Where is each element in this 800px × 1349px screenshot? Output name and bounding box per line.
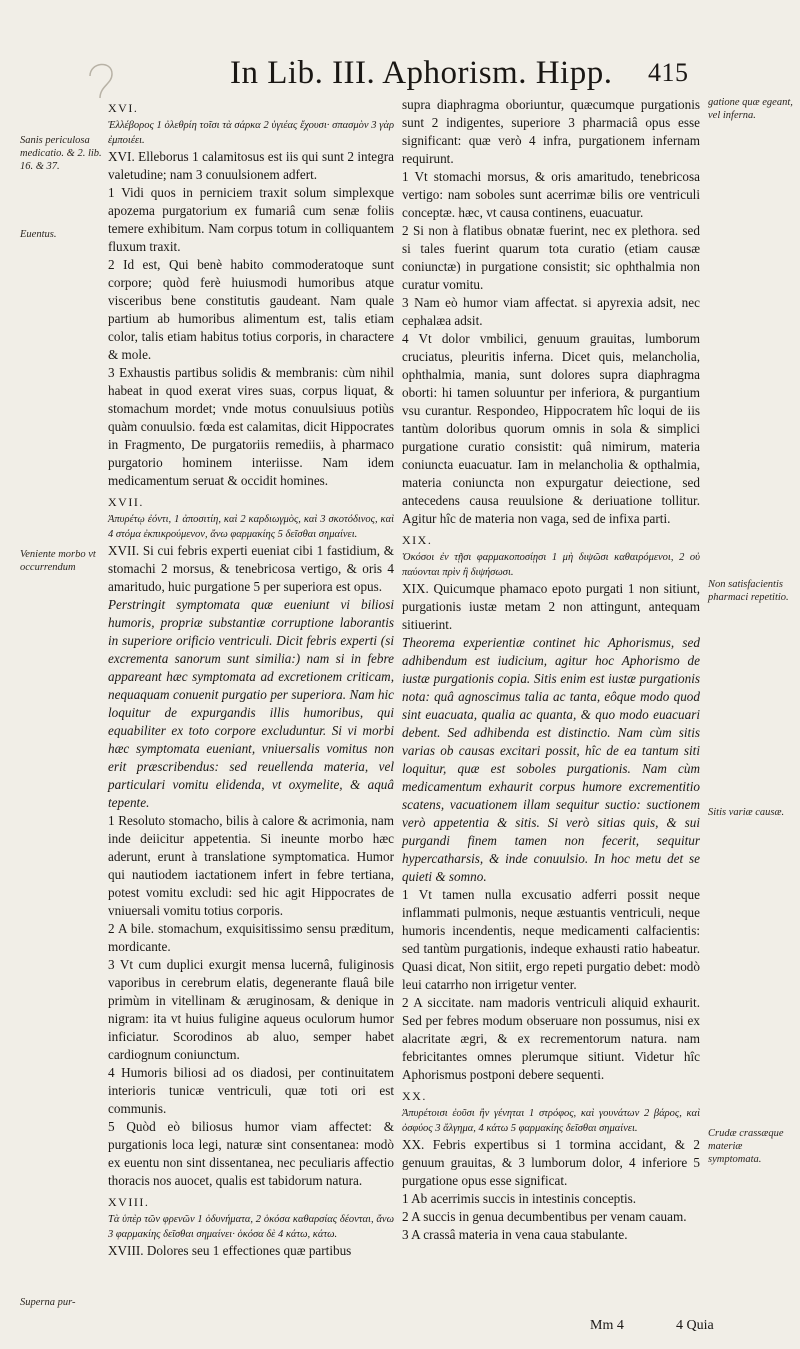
text-paragraph: 2 A bile. stomachum, exquisitissimo sensu præditum, mordicante. bbox=[108, 921, 394, 954]
text-paragraph: 1 Resoluto stomacho, bilis à calore & acrimonia, nam inde deiicitur appetentia. Si ineunte morbo hæc aderunt, erunt à translatione symptomatica. Humor qui nautiodem iactationem infert in febre tertiana, potest vomitu excludi: sed hic agit Hippocrates de vniuersali vomitu totius corporis. bbox=[108, 813, 394, 918]
aphorism-number: XVII. bbox=[108, 495, 144, 509]
aphorism-number: XX. bbox=[402, 1089, 427, 1103]
text-paragraph: XVI. Elleborus 1 calamitosus est iis qui sunt 2 integra valetudine; nam 3 conuulsionem adfert. bbox=[108, 149, 394, 182]
commentary-paragraph: Theorema experientiæ continet hic Aphorismus, sed adhibendum est iudicium, agitur hoc Aphorismo de iustæ purgationis copia. Sitis enim est iustæ purgationis nota: quâ agnoscimus talia ac tanta, eôque modo quod sint euacuata, qualia ac quanta, & quo modo euacuari debent. Sed adhibenda est distinctio. Nam cùm sitis varias ob causas excitari possit, hîc de ea tantum siti loquitur, quæ est soboles purgationis. Nam cùm medicamentum exhaurit corpus humore excrementitio scatens, vacuationem illam sequitur suctio: suctionem verò appetentia & sitis. Si verò sitias quis, & sui purgandi finem tamen non fecerit, sequitur hypercatharsis, & inde conuulsio. In hoc metu det se quieti & somno. bbox=[402, 635, 700, 884]
text-paragraph: 2 A succis in genua decumbentibus per venam cauam. bbox=[402, 1209, 687, 1224]
margin-note-right: Sitis variæ causæ. bbox=[708, 807, 785, 818]
text-paragraph: 3 Vt cum duplici exurgit mensa lucernâ, fuliginosis vaporibus in cerebrum elatis, degenerante flauâ bile primùm in vitellinam & æruginosam, & denique in nigram: ita vt huius fuligine aqueus oculorum humor inficiatur. Scorodinos ab aluo, semper habet cardiognum coniunctum. bbox=[108, 957, 394, 1062]
aphorism-number: XVI. bbox=[108, 101, 139, 115]
signature-mark: Mm 4 bbox=[590, 1318, 624, 1333]
text-paragraph: XIX. Quicumque phamaco epoto purgati 1 non sitiunt, purgationis iustæ metam 2 non attingunt, antequam sitiuerint. bbox=[402, 581, 700, 632]
text-paragraph: XVII. Si cui febris experti eueniat cibi 1 fastidium, & stomachi 2 morsus, & tenebricosa vertigo, & oris 4 amaritudo, huic purgatione 5 per superiora est opus. bbox=[108, 543, 394, 594]
page-footer bbox=[590, 1318, 790, 1340]
margin-note-right: gatione quæ egeant, vel inferna. bbox=[708, 97, 793, 121]
margin-note-left: Sanis periculosa medicatio. & 2. lib. 16. & 37. bbox=[20, 135, 102, 172]
header-title: In Lib. III. Aphorism. Hipp. bbox=[230, 55, 613, 91]
text-paragraph: XX. Febris expertibus si 1 tormina accidant, & 2 genuum grauitas, & 3 lumborum dolor, 4 inferiore 5 purgatione opus esse significat. bbox=[402, 1137, 700, 1188]
commentary-paragraph: Perstringit symptomata quæ eueniunt vi biliosi humoris, propriæ substantiæ corruptione laborantis in superiore orificio ventriculi. Dicit febris experti (si excrementa sanorum sunt similia:) nam si in febre appareant hæc symptomata ad excretionem criticam, nequaquam conuenit purgatio per superiora. Nam hic loquitur de expurgandis illis humoribus, qui equabiliter ex toto corpore excluduntur. Si vi morbi hæc symptomata eueniant, vniuersalis vomitus non erit præscribendus: sed reuellenda materia, vel particulari vomitu elidenda, vt oxymelite, & aquâ tepente. bbox=[108, 597, 394, 810]
text-paragraph: 1 Vidi quos in perniciem traxit solum simplexque apozema purgatorium ex fumariâ cum senæ foliis temere exhibitum. Nam corpus totum in colliquantem fluxum traxit. bbox=[108, 185, 394, 254]
catchword: 4 Quia bbox=[676, 1318, 714, 1333]
text-paragraph: 1 Vt stomachi morsus, & oris amaritudo, tenebricosa vertigo: nam soboles sunt acerrimæ bilis ore ventriculi conceptæ. hæc, vt causa continens, euacuatur. bbox=[402, 169, 700, 220]
aphorism-number: XIX. bbox=[402, 533, 433, 547]
text-paragraph: 3 Exhaustis partibus solidis & membranis: cùm nihil habeat in quod exerat vires suas, corpus liquat, & stomachum mordet; vnde motus conuulsiuus potiùs quàm conuulsio. fœda est calamitas, dicit Hippocrates in Fragmento, De purgatoriis remediis, à pharmaco purgatorio hominem interiisse. Nam idem medicamentum seruat & occidit homines. bbox=[108, 365, 394, 488]
text-paragraph: 4 Vt dolor vmbilici, genuum grauitas, lumborum cruciatus, pleuritis inferna. Dicet quis, melancholia, ophthalmia, mania, sunt dolores supra diaphragma oborti: hi tamen soluuntur per inferiora, & purgantium vsu curantur. Respondeo, Hippocratem hîc loqui de iis tantùm doloribus quorum omnis in sola & simplici purgatione curatio consistit: quâ nimirum, materia coniuncta euacuatur. Iam in melancholia & opthalmia, materia coniuncta non expurgatur deiectione, sed antecedens causa reuulsione & deriuatione tollitur. Agitur hîc de materia non vaga, sed de infixa parti. bbox=[402, 331, 700, 526]
text-paragraph: XVIII. Dolores seu 1 effectiones quæ partibus bbox=[108, 1243, 352, 1258]
left-text-column bbox=[108, 96, 394, 1260]
margin-note-left: Euentus. bbox=[20, 229, 57, 240]
text-paragraph: 2 A siccitate. nam madoris ventriculi aliquid exhaurit. Sed per febres modum obseruare non possumus, nisi ex alacritate ægri, & ex recrementorum natura. nam febricitantes omnes plerumque sitiunt. Videtur hîc Aphorismus postponi debere sequenti. bbox=[402, 995, 700, 1082]
text-paragraph: 2 Si non à flatibus obnatæ fuerint, nec ex plethora. sed si tales fuerint quarum tota curatio (etiam causæ coniunctæ) in purgatione consistit; sic ophthalmia non curatur vomitu. bbox=[402, 223, 700, 292]
greek-aphorism: Τὰ ὑπὲρ τῶν φρενῶν 1 ὀδυνήματα, 2 ὁκόσα καθαρσίας δέονται, ἄνω 3 φαρμακίης δεῖσθαι σημαίνει· ὁκόσα δὲ 4 κάτω, κάτω. bbox=[108, 1214, 394, 1240]
margin-note-right: Non satisfacientis pharmaci repetitio. bbox=[708, 579, 789, 603]
text-paragraph: 3 Nam eò humor viam affectat. si apyrexia adsit, nec cephalæa adsit. bbox=[402, 295, 700, 328]
text-paragraph: 1 Ab acerrimis succis in intestinis conceptis. bbox=[402, 1191, 637, 1206]
text-paragraph: 1 Vt tamen nulla excusatio adferri possit neque inflammati pulmonis, neque æstuantis ventriculi, neque humoris incendentis, neque medicamenti calfacientis: sed tantùm purgationis, indeque exhausti ratio habeatur. Quasi dicat, Non sitiit, ergo repeti purgatio debet: modò leui catarrho non irrigetur venter. bbox=[402, 887, 700, 992]
text-paragraph: 5 Quòd eò biliosus humor viam affectet: & purgationis loca legi, naturæ sint consentanea: modò ex euentu non sint dissentanea, nec peculiaris affectio thoracis nos auocet, qualis est tabidorum natura. bbox=[108, 1119, 394, 1188]
greek-aphorism: Ἐλλέβορος 1 ὀλεθρίη τοῖσι τὰ σάρκα 2 ὑγιέας ἔχουσι· σπασμὸν 3 γὰρ ἐμποιέει. bbox=[108, 120, 394, 146]
greek-aphorism: Ὁκόσοι ἐν τῇσι φαρμακοποσίῃσι 1 μὴ διψῶσι καθαιρόμενοι, 2 οὐ παύονται πρὶν ἢ διψήσωσι. bbox=[402, 552, 700, 578]
text-paragraph: 2 Id est, Qui benè habito commoderatoque sunt corpore; quòd ferè huiusmodi humoribus atque visceribus bene constitutis gaudeant. Nam quale partium ab humoribus alimentum est, talis etiam color, talis etiam habitus totius corporis, in charactere & mole. bbox=[108, 257, 394, 362]
greek-aphorism: Ἀπυρέτῳ ἐόντι, 1 ἀποσιτίη, καὶ 2 καρδιωγμὸς, καὶ 3 σκοτόδινος, καὶ 4 στόμα ἐκπικρούμενον, ἄνω φαρμακίης 5 δεῖσθαι σημαίνει. bbox=[108, 514, 394, 540]
right-text-column bbox=[402, 96, 700, 1244]
greek-aphorism: Ἀπυρέτοισι ἐοῦσι ἢν γένηται 1 στρόφος, καὶ γουνάτων 2 βάρος, καὶ ὀσφύος 3 ἄλγημα, 4 κάτω 5 φαρμακίης δεῖσθαι σημαίνει. bbox=[402, 1108, 700, 1134]
running-header bbox=[230, 55, 730, 95]
text-paragraph: 4 Humoris biliosi ad os diadosi, per continuitatem interioris tunicæ ventriculi, quæ toti ori est communis. bbox=[108, 1065, 394, 1116]
aphorism-number: XVIII. bbox=[108, 1195, 150, 1209]
text-paragraph: 3 A crassâ materia in vena caua stabulante. bbox=[402, 1227, 628, 1242]
page-number: 415 bbox=[648, 58, 689, 87]
margin-note-right: Crudæ crassæque materiæ symptomata. bbox=[708, 1128, 784, 1165]
margin-note-left: Veniente morbo vt occurrendum bbox=[20, 549, 96, 573]
text-paragraph: supra diaphragma oboriuntur, quæcumque purgationis sunt 2 indigentes, superiore 3 pharmaciâ opus esse significant: quæ verò 4 infra, purgationem infernam requirunt. bbox=[402, 97, 700, 166]
margin-note-left: Superna pur- bbox=[20, 1297, 76, 1308]
